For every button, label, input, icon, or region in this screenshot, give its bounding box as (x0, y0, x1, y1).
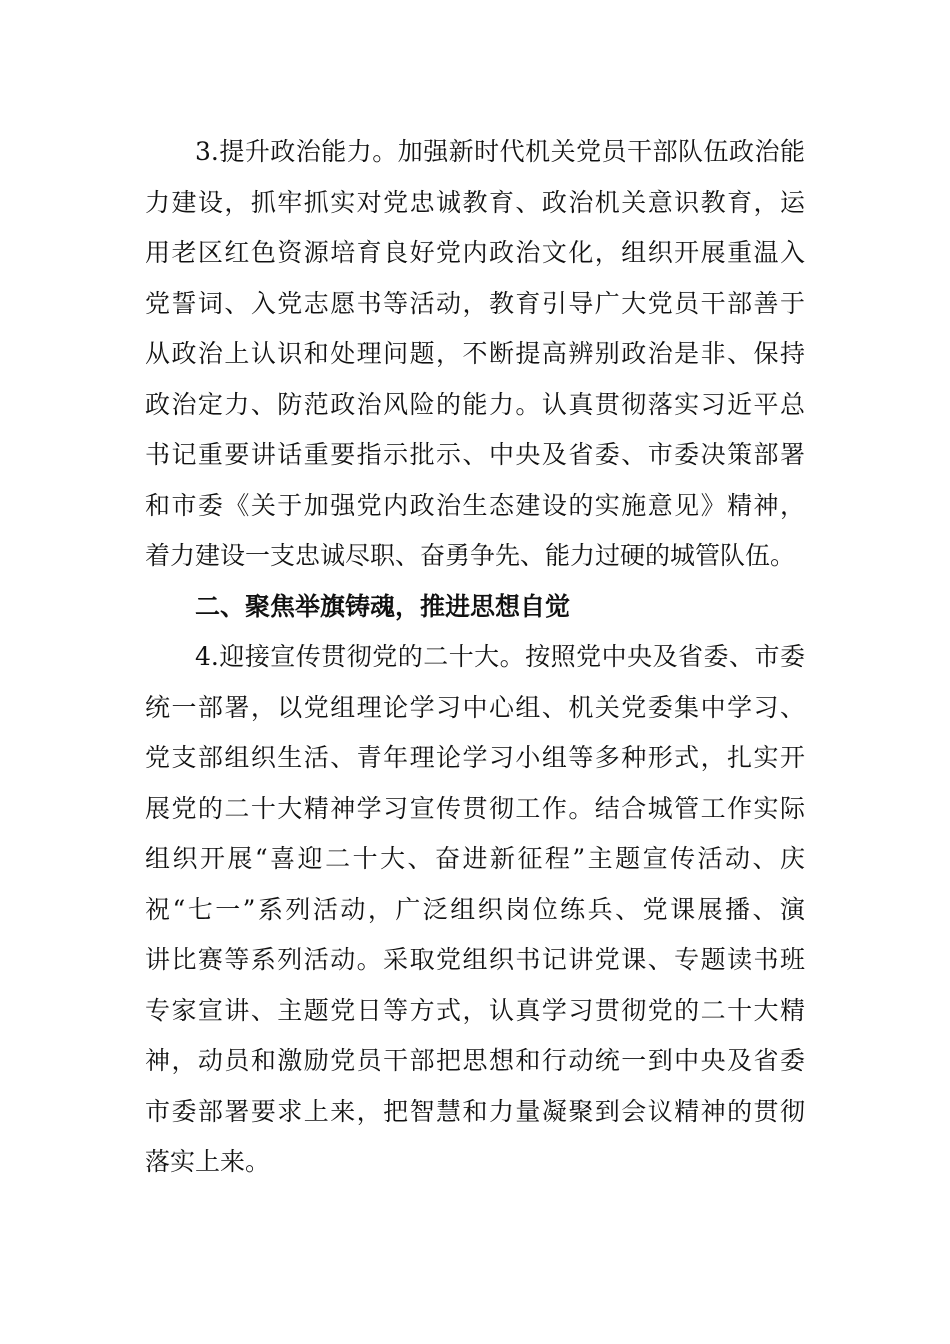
paragraph-line: 神，动员和激励党员干部把思想和行动统一到中央及省委 (145, 1046, 805, 1075)
document-body (145, 127, 805, 1188)
paragraph-line: 和市委《关于加强党内政治生态建设的实施意见》精神， (145, 490, 805, 520)
paragraph-line: 党誓词、入党志愿书等活动，教育引导广大党员干部善于 (145, 288, 805, 318)
section-heading: 二、聚焦举旗铸魂，推进思想自觉 (195, 591, 571, 621)
paragraph-line: 用老区红色资源培育良好党内政治文化，组织开展重温入 (145, 238, 805, 267)
paragraph-line: 专家宣讲、主题党日等方式，认真学习贯彻党的二十大精 (145, 995, 805, 1025)
paragraph-line: 3.提升政治能力。加强新时代机关党员干部队伍政治能 (195, 137, 805, 166)
paragraph-line: 讲比赛等系列活动。采取党组织书记讲党课、专题读书班 (145, 945, 805, 974)
paragraph-line: 落实上来。 (145, 1147, 271, 1176)
paragraph-line: 展党的二十大精神学习宣传贯彻工作。结合城管工作实际 (145, 793, 805, 823)
paragraph-line: 政治定力、防范政治风险的能力。认真贯彻落实习近平总 (145, 389, 805, 419)
paragraph-line: 统一部署，以党组理论学习中心组、机关党委集中学习、 (145, 692, 805, 722)
paragraph-4 (145, 632, 805, 1188)
paragraph-line: 组织开展“喜迎二十大、奋进新征程”主题宣传活动、庆 (145, 844, 805, 873)
paragraph-line: 着力建设一支忠诚尽职、奋勇争先、能力过硬的城管队伍。 (145, 541, 796, 570)
paragraph-line: 力建设，抓牢抓实对党忠诚教育、政治机关意识教育，运 (145, 187, 805, 217)
paragraph-line: 4.迎接宣传贯彻党的二十大。按照党中央及省委、市委 (195, 642, 805, 671)
paragraph-3 (145, 127, 805, 582)
paragraph-line: 书记重要讲话重要指示批示、中央及省委、市委决策部署 (145, 440, 805, 469)
paragraph-line: 祝“七一”系列活动，广泛组织岗位练兵、党课展播、演 (145, 894, 805, 924)
paragraph-line: 从政治上认识和处理问题，不断提高辨别政治是非、保持 (145, 339, 805, 368)
paragraph-line: 党支部组织生活、青年理论学习小组等多种形式，扎实开 (145, 743, 805, 772)
paragraph-line: 市委部署要求上来，把智慧和力量凝聚到会议精神的贯彻 (145, 1096, 805, 1126)
